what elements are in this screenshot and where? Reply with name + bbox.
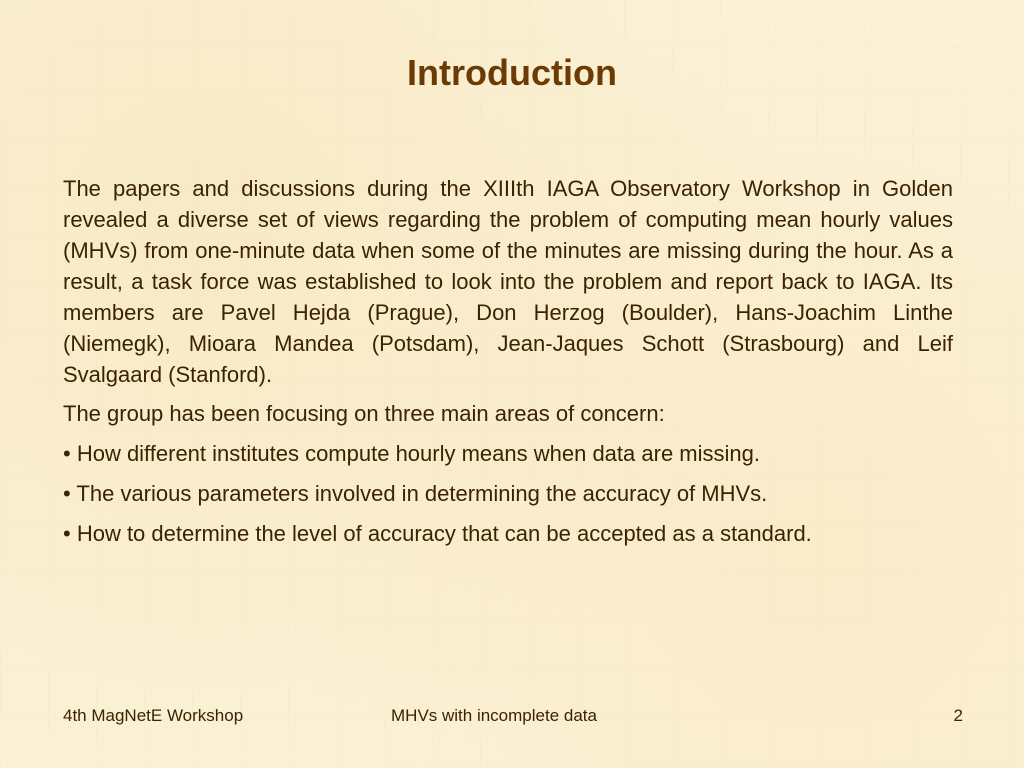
footer-workshop-name: 4th MagNetE Workshop [63,706,244,725]
intro-paragraph: The papers and discussions during the XIIIth IAGA Observatory Workshop in Golden revealed a diverse set of views regarding the problem of computing mean hourly values (MHVs) from one-minute data when some of the minutes are missing during the hour. As a result, a task force was established to look into the problem and report back to IAGA. Its members are Pavel Hejda (Prague), Don Herzog (Boulder), Hans-Joachim Linthe (Niemegk), Mioara Mandea (Potsdam), Jean-Jaques Schott (Strasbourg) and Leif Svalgaard (Stanford). [63,176,953,387]
concern-item: • How different institutes compute hourly means when data are missing. [63,441,760,466]
slide-title: Introduction [407,52,617,93]
concern-item: • How to determine the level of accuracy that can be accepted as a standard. [63,521,812,546]
concern-item: • The various parameters involved in determining the accuracy of MHVs. [63,481,768,506]
footer-page-number: 2 [953,706,963,725]
slide-content [63,173,953,549]
focus-intro-text: The group has been focusing on three main areas of concern: [63,401,665,426]
concern-list [63,438,953,549]
footer-slide-topic: MHVs with incomplete data [391,706,597,725]
